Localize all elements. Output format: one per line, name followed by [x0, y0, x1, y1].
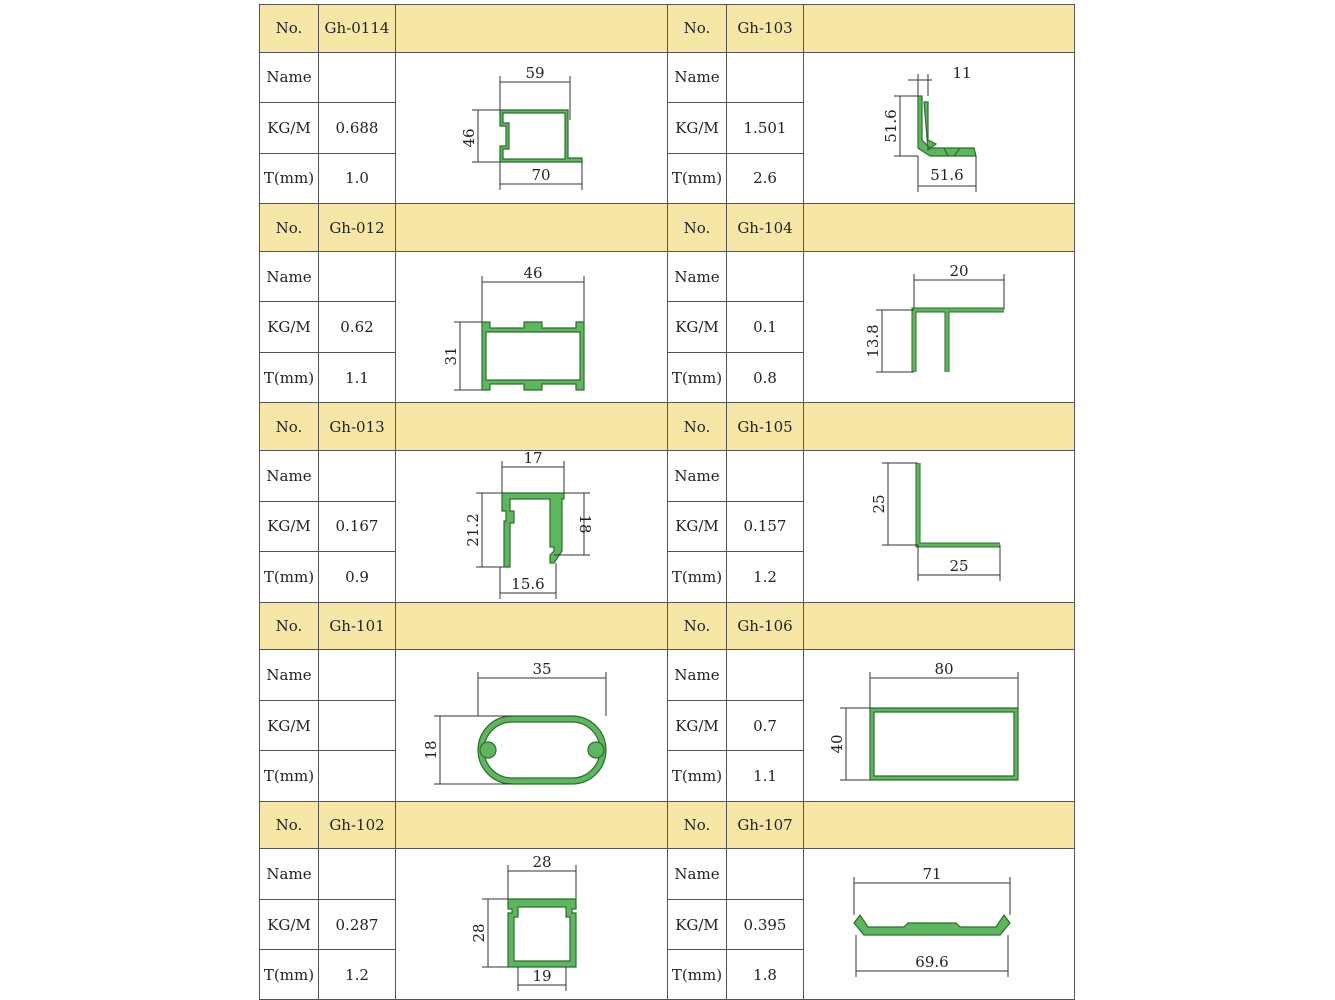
- product-code: Gh-104: [726, 203, 803, 251]
- t-value: 0.8: [726, 352, 803, 403]
- product-code: Gh-107: [726, 801, 803, 849]
- product-card: [667, 801, 1075, 1000]
- header-fill: [395, 203, 667, 251]
- kg-label: KG/M: [259, 102, 318, 153]
- name-label: Name: [259, 52, 318, 103]
- name-label: Name: [667, 52, 726, 103]
- product-card: [259, 602, 667, 801]
- name-label: Name: [259, 450, 318, 501]
- profile-svg: [396, 448, 668, 602]
- header-fill: [803, 801, 1075, 849]
- product-card: [259, 402, 667, 601]
- t-label: T(mm): [259, 352, 318, 403]
- profile-drawing: [395, 450, 667, 602]
- dim-label: 28: [469, 923, 488, 943]
- product-code: Gh-102: [318, 801, 395, 849]
- header-fill: [803, 602, 1075, 650]
- kg-value: 0.395: [726, 899, 803, 950]
- t-value: 1.2: [318, 949, 395, 1000]
- dim-label: 28: [531, 853, 552, 872]
- t-label: T(mm): [259, 949, 318, 1000]
- product-code: Gh-105: [726, 402, 803, 450]
- dim-label: 69.6: [914, 953, 949, 972]
- profile-svg: [396, 849, 668, 1000]
- name-value: [318, 649, 395, 700]
- dim-label: 18: [421, 740, 440, 760]
- profile-drawing: [395, 251, 667, 403]
- profile-drawing: [803, 251, 1075, 403]
- no-label: No.: [259, 203, 318, 251]
- kg-label: KG/M: [667, 899, 726, 950]
- no-label: No.: [667, 4, 726, 52]
- dim-label: 25: [948, 556, 969, 575]
- name-value: [318, 251, 395, 302]
- product-card: [667, 4, 1075, 203]
- t-value: 1.1: [726, 750, 803, 801]
- name-value: [726, 251, 803, 302]
- profile-svg: [804, 650, 1076, 801]
- t-label: T(mm): [259, 750, 318, 801]
- dim-label: 80: [933, 660, 954, 679]
- t-label: T(mm): [667, 949, 726, 1000]
- t-value: 0.9: [318, 551, 395, 602]
- kg-value: 0.287: [318, 899, 395, 950]
- product-card: [667, 602, 1075, 801]
- kg-label: KG/M: [667, 700, 726, 751]
- product-card: [667, 203, 1075, 402]
- name-value: [726, 649, 803, 700]
- header-fill: [395, 402, 667, 450]
- profile-svg: [804, 849, 1076, 1000]
- profile-svg: [396, 252, 668, 403]
- kg-label: KG/M: [259, 501, 318, 552]
- dim-label: 15.6: [510, 574, 545, 593]
- product-code: Gh-0114: [318, 4, 395, 52]
- product-card: [667, 402, 1075, 601]
- dim-label: 40: [827, 734, 846, 754]
- name-label: Name: [259, 251, 318, 302]
- profile-drawing: [803, 52, 1075, 204]
- dim-label: 17: [522, 448, 543, 467]
- header-fill: [803, 4, 1075, 52]
- kg-label: KG/M: [259, 301, 318, 352]
- product-code: Gh-012: [318, 203, 395, 251]
- profile-drawing: [395, 52, 667, 204]
- profile-drawing: [803, 450, 1075, 602]
- dim-label: 51.6: [929, 166, 964, 185]
- t-value: [318, 750, 395, 801]
- product-card: [259, 203, 667, 402]
- header-fill: [395, 602, 667, 650]
- profile-svg: [804, 451, 1076, 602]
- kg-value: 0.167: [318, 501, 395, 552]
- name-label: Name: [667, 450, 726, 501]
- kg-label: KG/M: [667, 301, 726, 352]
- no-label: No.: [259, 4, 318, 52]
- name-value: [726, 52, 803, 103]
- dim-label: 11: [951, 64, 972, 83]
- dim-label: 46: [522, 263, 543, 282]
- name-label: Name: [667, 251, 726, 302]
- t-value: 1.0: [318, 153, 395, 204]
- dim-label: 19: [531, 967, 552, 986]
- product-code: Gh-103: [726, 4, 803, 52]
- no-label: No.: [667, 801, 726, 849]
- t-value: 2.6: [726, 153, 803, 204]
- header-fill: [395, 4, 667, 52]
- dim-label: 70: [530, 166, 551, 185]
- no-label: No.: [259, 801, 318, 849]
- no-label: No.: [667, 402, 726, 450]
- profile-svg: [804, 52, 1076, 203]
- kg-value: 0.688: [318, 102, 395, 153]
- profile-svg: [396, 650, 668, 801]
- no-label: No.: [259, 602, 318, 650]
- product-code: Gh-101: [318, 602, 395, 650]
- t-label: T(mm): [259, 153, 318, 204]
- name-label: Name: [667, 848, 726, 899]
- product-card: [259, 4, 667, 203]
- dim-label: 18: [575, 514, 594, 534]
- dim-label: 51.6: [881, 109, 900, 144]
- name-value: [318, 450, 395, 501]
- profile-svg: [804, 252, 1076, 403]
- kg-value: 0.1: [726, 301, 803, 352]
- name-value: [726, 450, 803, 501]
- profile-drawing: [395, 649, 667, 801]
- name-label: Name: [259, 649, 318, 700]
- dim-label: 35: [531, 660, 552, 679]
- no-label: No.: [259, 402, 318, 450]
- dim-label: 46: [459, 128, 478, 148]
- t-label: T(mm): [667, 352, 726, 403]
- t-value: 1.1: [318, 352, 395, 403]
- dim-label: 31: [441, 346, 460, 366]
- t-value: 1.2: [726, 551, 803, 602]
- product-code: Gh-013: [318, 402, 395, 450]
- profile-svg: [396, 52, 668, 203]
- name-value: [726, 848, 803, 899]
- t-label: T(mm): [667, 750, 726, 801]
- name-value: [318, 52, 395, 103]
- profile-catalog: [259, 4, 1075, 1000]
- kg-label: KG/M: [259, 899, 318, 950]
- header-fill: [395, 801, 667, 849]
- t-label: T(mm): [667, 551, 726, 602]
- kg-value: 0.62: [318, 301, 395, 352]
- t-label: T(mm): [259, 551, 318, 602]
- kg-value: [318, 700, 395, 751]
- no-label: No.: [667, 602, 726, 650]
- dim-label: 71: [921, 865, 942, 884]
- kg-label: KG/M: [667, 501, 726, 552]
- name-label: Name: [259, 848, 318, 899]
- profile-drawing: [803, 848, 1075, 1000]
- dim-label: 20: [948, 261, 969, 280]
- kg-value: 1.501: [726, 102, 803, 153]
- kg-label: KG/M: [667, 102, 726, 153]
- table-border-right: [1074, 4, 1075, 1000]
- dim-label: 21.2: [463, 513, 482, 547]
- kg-value: 0.157: [726, 501, 803, 552]
- product-code: Gh-106: [726, 602, 803, 650]
- header-fill: [803, 402, 1075, 450]
- dim-label: 59: [524, 64, 545, 83]
- profile-drawing: [803, 649, 1075, 801]
- dim-label: 25: [869, 494, 888, 514]
- name-value: [318, 848, 395, 899]
- t-label: T(mm): [667, 153, 726, 204]
- name-label: Name: [667, 649, 726, 700]
- header-fill: [803, 203, 1075, 251]
- no-label: No.: [667, 203, 726, 251]
- product-card: [259, 801, 667, 1000]
- t-value: 1.8: [726, 949, 803, 1000]
- dim-label: 13.8: [863, 323, 882, 358]
- kg-value: 0.7: [726, 700, 803, 751]
- kg-label: KG/M: [259, 700, 318, 751]
- profile-drawing: [395, 848, 667, 1000]
